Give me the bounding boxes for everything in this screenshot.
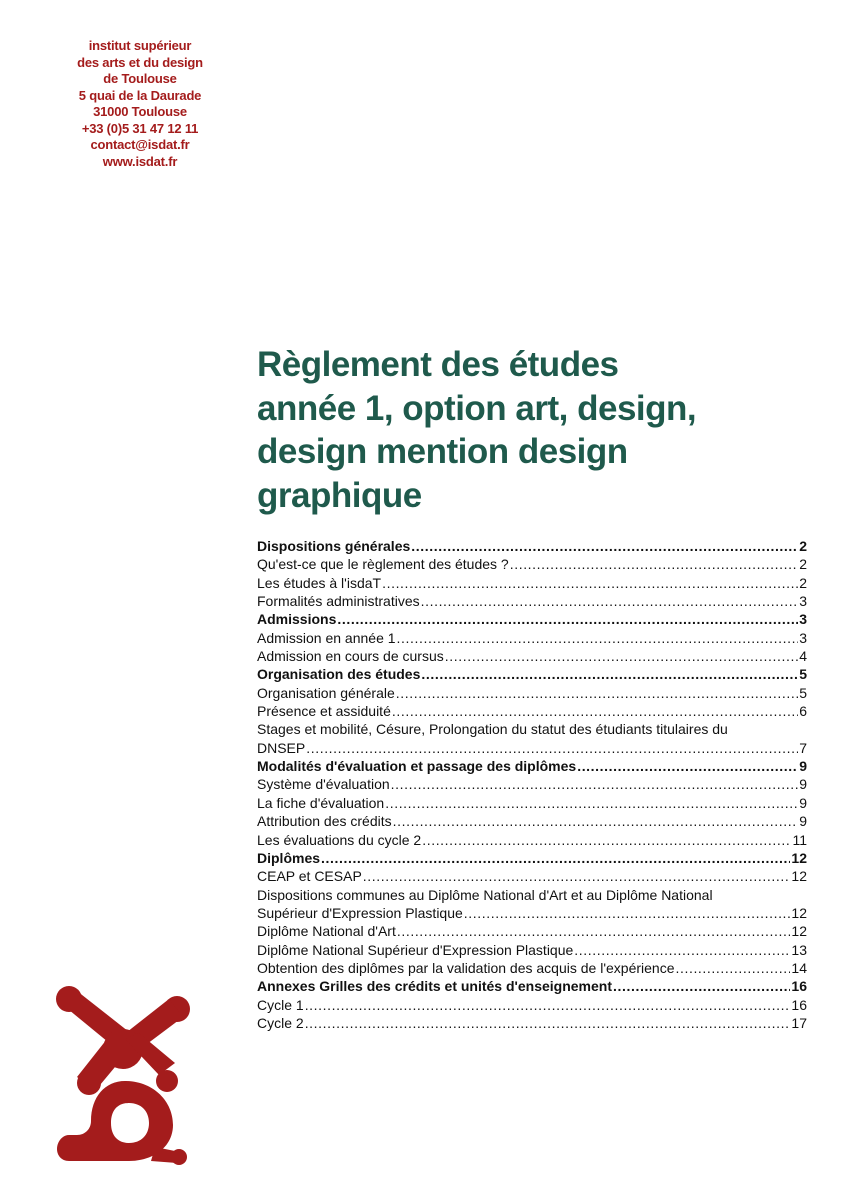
toc-section-entry[interactable] — [257, 977, 807, 995]
table-of-contents — [257, 537, 807, 1032]
toc-entry-label: Formalités administratives — [257, 593, 420, 610]
toc-dot-leader — [393, 812, 799, 830]
toc-page-number: 2 — [799, 574, 807, 591]
toc-dot-leader — [397, 629, 799, 647]
address-line-website[interactable]: www.isdat.fr — [102, 153, 178, 169]
toc-page-number: 12 — [791, 868, 807, 885]
toc-entry-continuation — [257, 904, 807, 922]
toc-entry-label: Qu'est-ce que le règlement des études ? — [257, 556, 509, 573]
toc-dot-leader — [321, 849, 790, 867]
toc-dot-leader — [397, 922, 791, 940]
address-line-street: 5 quai de la Daurade — [78, 87, 202, 103]
toc-entry[interactable] — [257, 555, 807, 573]
toc-page-number: 6 — [799, 703, 807, 720]
toc-dot-leader — [305, 1014, 791, 1032]
toc-page-number: 2 — [799, 556, 807, 573]
toc-dot-leader — [421, 592, 799, 610]
toc-entry-label: Dispositions générales — [257, 538, 411, 554]
toc-entry[interactable] — [257, 794, 807, 812]
toc-entry[interactable] — [257, 959, 807, 977]
toc-dot-leader — [411, 537, 798, 555]
toc-entry-label: Admission en année 1 — [257, 629, 396, 646]
toc-entry-label: Admission en cours de cursus — [257, 648, 444, 665]
toc-page-number: 5 — [799, 666, 807, 683]
toc-dot-leader — [574, 941, 790, 959]
toc-entry[interactable] — [257, 941, 807, 959]
toc-page-number: 12 — [791, 849, 807, 866]
address-line-name-3: de Toulouse — [103, 71, 177, 86]
toc-entry[interactable] — [257, 629, 807, 647]
toc-page-number: 9 — [799, 758, 807, 775]
toc-dot-leader — [464, 904, 791, 922]
toc-entry[interactable] — [257, 922, 807, 940]
toc-entry-label: Organisation générale — [257, 684, 395, 701]
title-line-1: Règlement des études — [257, 345, 619, 384]
toc-entry[interactable] — [257, 867, 807, 885]
toc-page-number: 9 — [799, 794, 807, 811]
toc-entry-label: Attribution des crédits — [257, 813, 392, 830]
toc-entry-label: Les études à l'isdaT — [257, 574, 382, 591]
toc-page-number: 17 — [791, 1014, 807, 1031]
toc-section-entry[interactable] — [257, 665, 807, 683]
toc-entry[interactable] — [257, 702, 807, 720]
isdat-logo-icon — [55, 985, 195, 1170]
toc-section-entry[interactable] — [257, 537, 807, 555]
toc-entry-label: Dispositions communes au Diplôme National d'Art et au Diplôme National — [257, 886, 713, 903]
address-line-name-2: des arts et du design — [77, 54, 203, 70]
toc-entry-continuation — [257, 739, 807, 757]
toc-entry-label: Les évaluations du cycle 2 — [257, 831, 422, 848]
toc-dot-leader — [396, 684, 798, 702]
toc-entry[interactable] — [257, 574, 807, 592]
toc-dot-leader — [577, 757, 798, 775]
toc-entry[interactable] — [257, 831, 807, 849]
toc-entry[interactable] — [257, 1014, 807, 1032]
toc-entry-label: Diplôme National Supérieur d'Expression Plastique — [257, 941, 574, 958]
toc-page-number: 16 — [791, 996, 807, 1013]
toc-dot-leader — [675, 959, 790, 977]
toc-page-number: 3 — [799, 593, 807, 610]
toc-entry-label: Modalités d'évaluation et passage des diplômes — [257, 758, 577, 775]
institution-address — [60, 38, 220, 170]
toc-page-number: 11 — [792, 831, 807, 848]
toc-entry[interactable] — [257, 720, 807, 757]
toc-entry-label: Organisation des études — [257, 666, 421, 683]
toc-page-number: 4 — [799, 648, 807, 665]
toc-dot-leader — [422, 831, 791, 849]
toc-page-number: 2 — [799, 538, 807, 554]
toc-entry-label: Cycle 2 — [257, 1014, 304, 1031]
toc-entry-label: Annexes Grilles des crédits et unités d'enseignement — [257, 978, 613, 995]
toc-entry-label-continued: DNSEP — [257, 739, 306, 756]
toc-dot-leader — [392, 702, 798, 720]
toc-dot-leader — [613, 977, 790, 995]
address-line-phone: +33 (0)5 31 47 12 11 — [81, 120, 199, 136]
document-title — [257, 343, 817, 517]
toc-dot-leader — [391, 775, 799, 793]
toc-entry-label: Diplôme National d'Art — [257, 923, 396, 940]
address-line-city: 31000 Toulouse — [93, 104, 187, 119]
toc-page-number: 5 — [799, 684, 807, 701]
toc-entry-label: La fiche d'évaluation — [257, 794, 385, 811]
toc-entry-label: Cycle 1 — [257, 996, 304, 1013]
toc-dot-leader — [382, 574, 798, 592]
toc-entry-label: CEAP et CESAP — [257, 868, 362, 885]
toc-entry[interactable] — [257, 886, 807, 923]
toc-dot-leader — [306, 739, 798, 757]
toc-dot-leader — [385, 794, 798, 812]
address-line-email[interactable]: contact@isdat.fr — [90, 137, 190, 152]
toc-page-number: 13 — [791, 941, 807, 958]
toc-dot-leader — [337, 610, 798, 628]
toc-section-entry[interactable] — [257, 849, 807, 867]
toc-section-entry[interactable] — [257, 757, 807, 775]
toc-page-number: 7 — [799, 739, 807, 756]
toc-dot-leader — [421, 665, 798, 683]
title-line-3: design mention design — [257, 432, 628, 471]
toc-section-entry[interactable] — [257, 610, 807, 628]
toc-entry[interactable] — [257, 775, 807, 793]
toc-page-number: 9 — [799, 776, 807, 793]
toc-page-number: 16 — [791, 978, 807, 995]
logo-graphic — [55, 985, 195, 1165]
toc-entry[interactable] — [257, 647, 807, 665]
toc-entry[interactable] — [257, 592, 807, 610]
toc-page-number: 12 — [791, 923, 807, 940]
toc-entry-label: Diplômes — [257, 849, 321, 866]
toc-dot-leader — [510, 555, 798, 573]
toc-entry[interactable] — [257, 996, 807, 1014]
toc-dot-leader — [305, 996, 791, 1014]
toc-entry-label: Stages et mobilité, Césure, Prolongation du statut des étudiants titulaires du — [257, 721, 728, 738]
toc-entry-label: Admissions — [257, 611, 337, 628]
toc-dot-leader — [445, 647, 798, 665]
title-line-2: année 1, option art, design, — [257, 388, 697, 428]
toc-entry-label-continued: Supérieur d'Expression Plastique — [257, 904, 463, 921]
toc-page-number: 12 — [791, 904, 807, 921]
toc-entry-label: Obtention des diplômes par la validation des acquis de l'expérience — [257, 959, 675, 976]
toc-entry[interactable] — [257, 684, 807, 702]
toc-page-number: 3 — [799, 611, 807, 628]
toc-dot-leader — [363, 867, 791, 885]
toc-page-number: 14 — [791, 959, 807, 976]
address-line-name-1: institut supérieur — [88, 38, 192, 53]
toc-entry-label: Système d'évaluation — [257, 776, 390, 793]
title-line-4: graphique — [257, 475, 422, 515]
toc-page-number: 9 — [799, 813, 807, 830]
toc-entry-label: Présence et assiduité — [257, 703, 391, 720]
toc-entry[interactable] — [257, 812, 807, 830]
toc-page-number: 3 — [799, 629, 807, 646]
